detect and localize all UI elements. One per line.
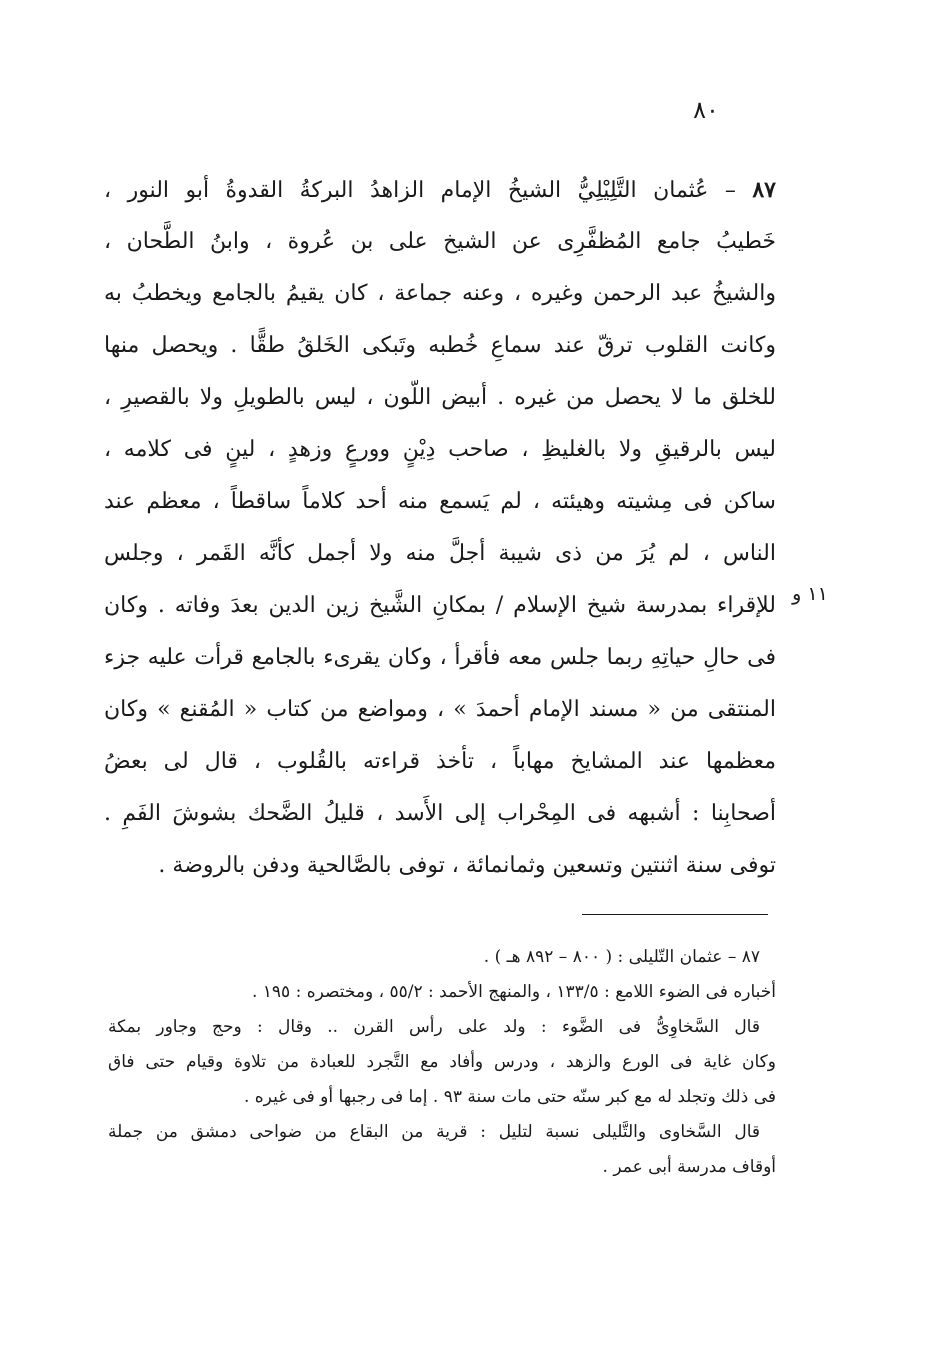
entry-line-1 xyxy=(104,164,776,216)
entry-line-8: الناس ، لم يُرَ من ذى شيبة أجلَّ منه ولا أجمل كأنَّه القَمر ، وجلس xyxy=(104,541,776,566)
entry-line-11: المنتقى من « مسند الإمام أحمدَ » ، ومواضع من كتاب « المُقنع » وكان xyxy=(104,697,776,722)
entry-line-6: ليس بالرقيقِ ولا بالغليظِ ، صاحب دِيْنٍ وورعٍ وزهدٍ ، لينٍ فى كلامه ، xyxy=(104,437,776,462)
entry-line-14: توفى سنة اثنتين وتسعين وثمانمائة ، توفى بالصَّالحية ودفن بالروضة . xyxy=(158,853,776,878)
biography-entry xyxy=(104,164,776,892)
entry-line-2: خَطيبُ جامع المُظفَّرِى عن الشيخ على بن عُروة ، وابنُ الطَّحان ، xyxy=(104,229,776,254)
entry-line-9: للإقراء بمدرسة شيخ الإسلام / بمكانِ الشَّيخ زين الدين بعدَ وفاته . وكان xyxy=(104,593,776,618)
entry-line-12: معظمها عند المشايخ مهاباً ، تأخذ قراءته بالقُلوب ، قال لى بعضُ xyxy=(104,749,776,774)
entry-line-4: وكانت القلوب ترقّ عند سماعِ خُطبه وتَبكى الخَلقُ طقًّا . ويحصل منها xyxy=(104,333,776,358)
entry-number: ٨٧ xyxy=(752,177,776,203)
footnote-line-4: وكان غاية فى الورع والزهد ، ودرس وأفاد مع التَّجرد للعبادة من تلاوة وقيام حتى فاق xyxy=(108,1052,776,1072)
footnotes xyxy=(108,940,776,1185)
footnote-line-2: أخباره فى الضوء اللامع : ١٣٣/٥ ، والمنهج الأحمد : ٥٥/٢ ، ومختصره : ١٩٥ . xyxy=(251,982,776,1002)
entry-line-10: فى حالِ حياتِهِ ربما جلس معه فأقرأ ، وكان يقرىء بالجامع قرأت عليه جزء xyxy=(104,645,776,670)
entry-line-3: والشيخُ عبد الرحمن وغيره ، وعنه جماعة ، كان يقيمُ بالجامع ويخطبُ به xyxy=(104,281,776,306)
entry-line-5: للخلق ما لا يحصل من غيره . أبيض اللّون ، ليس بالطويلِ ولا بالقصيرِ ، xyxy=(104,385,776,410)
footnote-line-5: فى ذلك وتجلد له مع كبر سنّه حتى مات سنة ٩٣ . إما فى رجبها أو فى غيره . xyxy=(243,1087,776,1107)
entry-line-text: – عُثمان التَّلِيْلِيُّ الشيخُ الإمام الزاهدُ البركةُ القدوةُ أبو النور ، xyxy=(104,178,736,203)
folio-margin-note: ١١ و xyxy=(792,583,828,605)
footnote-line-1: ٨٧ – عثمان التّليلى : ( ٨٠٠ – ٨٩٢ هـ ) . xyxy=(483,947,760,967)
page-number: ٨٠ xyxy=(693,96,719,124)
entry-line-13: أصحابِنا : أشبهه فى المِحْراب إلى الأَسد ، قليلُ الضَّحك بشوشَ الفَمِ . xyxy=(104,801,776,826)
footnote-divider xyxy=(582,914,768,915)
entry-line-7: ساكن فى مِشيته وهيئته ، لم يَسمع منه أحد كلاماً ساقطاً ، معظم عند xyxy=(104,489,776,514)
footnote-line-7: أوقاف مدرسة أبى عمر . xyxy=(602,1157,776,1177)
footnote-line-6: قال السَّخاوى والتَّليلى نسبة لتليل : قرية من البقاع من ضواحى دمشق من جملة xyxy=(108,1122,760,1142)
footnote-line-3: قال السَّخاوِىُّ فى الضَّوء : ولد على رأس القرن .. وقال : وحج وجاور بمكة xyxy=(108,1017,760,1037)
